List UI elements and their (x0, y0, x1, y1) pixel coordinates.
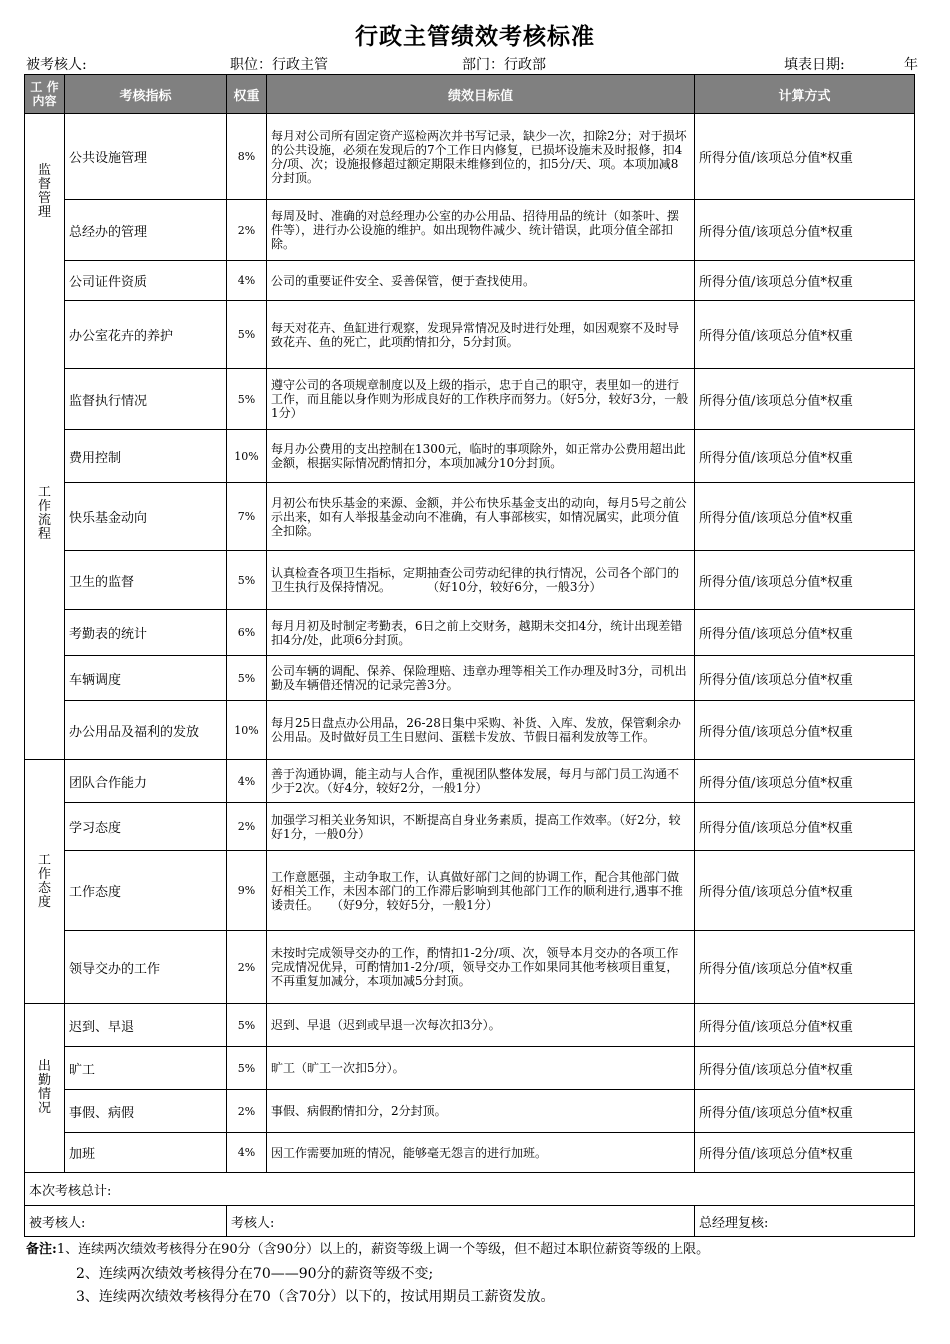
weight-cell: 5% (227, 369, 267, 430)
indicator-cell: 办公用品及福利的发放 (65, 701, 227, 760)
goal-cell: 迟到、早退（迟到或早退一次每次扣3分）。 (267, 1004, 695, 1047)
table-row (25, 200, 915, 261)
table-row (25, 760, 915, 803)
calc-cell: 所得分值/该项总分值*权重 (695, 656, 915, 701)
indicator-cell: 办公室花卉的养护 (65, 301, 227, 369)
weight-cell: 5% (227, 551, 267, 610)
category-supervise: 监 督 管 理 (37, 163, 51, 220)
weight-cell: 2% (227, 1090, 267, 1133)
category-column-1 (25, 114, 65, 760)
goal-cell: 公司车辆的调配、保养、保险理赔、违章办理等相关工作办理及时3分，司机出勤及车辆借还情况的记录完善3分。 (267, 656, 695, 701)
goal-cell: 每周及时、准确的对总经理办公室的办公用品、招待用品的统计（如茶叶、摆件等），进行办公设施的维护。如出现物件减少、统计错误，此项分值全部扣除。 (267, 200, 695, 261)
category-attendance-cell (25, 1004, 65, 1173)
indicator-cell: 学习态度 (65, 803, 227, 851)
note-1 (26, 1238, 709, 1257)
calc-cell: 所得分值/该项总分值*权重 (695, 551, 915, 610)
indicator-cell: 考勤表的统计 (65, 610, 227, 656)
weight-cell: 9% (227, 851, 267, 931)
table-row (25, 1090, 915, 1133)
examiner-signature: 考核人: (227, 1206, 695, 1237)
weight-cell: 10% (227, 430, 267, 483)
goal-cell: 事假、病假酌情扣分，2分封顶。 (267, 1090, 695, 1133)
weight-cell: 4% (227, 261, 267, 301)
table-row (25, 114, 915, 200)
calc-cell: 所得分值/该项总分值*权重 (695, 610, 915, 656)
header-indicator: 考核指标 (65, 75, 227, 114)
weight-cell: 5% (227, 1047, 267, 1090)
calc-cell: 所得分值/该项总分值*权重 (695, 1133, 915, 1173)
position-label: 职位：行政主管 (230, 57, 328, 73)
calc-cell: 所得分值/该项总分值*权重 (695, 114, 915, 200)
year-label: 年 (904, 57, 918, 73)
category-attendance: 出 勤 情 况 (37, 1059, 51, 1116)
table-row (25, 931, 915, 1004)
goal-cell: 加强学习相关业务知识，不断提高自身业务素质，提高工作效率。（好2分，较好1分，一般0分） (267, 803, 695, 851)
weight-cell: 10% (227, 701, 267, 760)
goal-cell: 月初公布快乐基金的来源、金额，并公布快乐基金支出的动向，每月5号之前公示出来，如有人举报基金动向不准确，有人事部核实，如情况属实，此项分值全扣除。 (267, 483, 695, 551)
table-row (25, 369, 915, 430)
header-row (25, 75, 915, 114)
calc-cell: 所得分值/该项总分值*权重 (695, 200, 915, 261)
note-1-text: 1、连续两次绩效考核得分在90分（含90分）以上的，薪资等级上调一个等级，但不超过本职位薪资等级的上限。 (56, 1242, 710, 1257)
weight-cell: 5% (227, 1004, 267, 1047)
calc-cell: 所得分值/该项总分值*权重 (695, 430, 915, 483)
calc-cell: 所得分值/该项总分值*权重 (695, 301, 915, 369)
table-row (25, 261, 915, 301)
note-2: 2、连续两次绩效考核得分在70——90分的薪资等级不变; (76, 1266, 434, 1282)
calc-cell: 所得分值/该项总分值*权重 (695, 931, 915, 1004)
header-weight: 权重 (227, 75, 267, 114)
table-row (25, 1133, 915, 1173)
indicator-cell: 公司证件资质 (65, 261, 227, 301)
note-3: 3、连续两次绩效考核得分在70（含70分）以下的，按试用期员工薪资发放。 (76, 1289, 555, 1305)
indicator-cell: 监督执行情况 (65, 369, 227, 430)
table-row (25, 701, 915, 760)
header-calc: 计算方式 (695, 75, 915, 114)
total-row (25, 1173, 915, 1206)
indicator-cell: 卫生的监督 (65, 551, 227, 610)
goal-cell: 公司的重要证件安全、妥善保管，便于查找使用。 (267, 261, 695, 301)
indicator-cell: 团队合作能力 (65, 760, 227, 803)
total-label: 本次考核总计: (25, 1173, 915, 1206)
indicator-cell: 费用控制 (65, 430, 227, 483)
goal-cell: 未按时完成领导交办的工作，酌情扣1-2分/项、次，领导本月交办的各项工作完成情况优异，可酌情加1-2分/项，领导交办工作如果同其他考核项目重复，不再重复加减分，本项加减5分封顶。 (267, 931, 695, 1004)
page-title: 行政主管绩效考核标准 (355, 24, 595, 50)
indicator-cell: 事假、病假 (65, 1090, 227, 1133)
indicator-cell: 领导交办的工作 (65, 931, 227, 1004)
weight-cell: 8% (227, 114, 267, 200)
examinee-label: 被考核人: (26, 57, 87, 73)
weight-cell: 4% (227, 760, 267, 803)
category-attitude-cell (25, 760, 65, 1004)
calc-cell: 所得分值/该项总分值*权重 (695, 851, 915, 931)
category-workflow: 工 作 流 程 (37, 485, 51, 542)
goal-cell: 工作意愿强，主动争取工作，认真做好部门之间的协调工作，配合其他部门做好相关工作，未因本部门的工作滞后影响到其他部门工作的顺利进行,遇事不推诿责任。 （好9分，较好5分，一般1分） (267, 851, 695, 931)
calc-cell: 所得分值/该项总分值*权重 (695, 1090, 915, 1133)
gm-review-signature: 总经理复核: (695, 1206, 915, 1237)
weight-cell: 5% (227, 656, 267, 701)
table-row (25, 610, 915, 656)
calc-cell: 所得分值/该项总分值*权重 (695, 760, 915, 803)
category-attitude: 工 作 态 度 (37, 852, 51, 910)
table-row (25, 301, 915, 369)
calc-cell: 所得分值/该项总分值*权重 (695, 261, 915, 301)
header-goal: 绩效目标值 (267, 75, 695, 114)
table-row (25, 1004, 915, 1047)
table-row (25, 551, 915, 610)
table-row (25, 430, 915, 483)
goal-cell: 因工作需要加班的情况，能够毫无怨言的进行加班。 (267, 1133, 695, 1173)
indicator-cell: 旷工 (65, 1047, 227, 1090)
calc-cell: 所得分值/该项总分值*权重 (695, 1047, 915, 1090)
calc-cell: 所得分值/该项总分值*权重 (695, 1004, 915, 1047)
indicator-cell: 快乐基金动向 (65, 483, 227, 551)
goal-cell: 每天对花卉、鱼缸进行观察，发现异常情况及时进行处理，如因观察不及时导致花卉、鱼的死亡，此项酌情扣分，5分封顶。 (267, 301, 695, 369)
goal-cell: 善于沟通协调，能主动与人合作，重视团队整体发展，每月与部门员工沟通不少于2次。（好4分，较好2分，一般1分） (267, 760, 695, 803)
indicator-cell: 工作态度 (65, 851, 227, 931)
department-label: 部门：行政部 (462, 57, 546, 73)
goal-cell: 认真检查各项卫生指标，定期抽查公司劳动纪律的执行情况，公司各个部门的卫生执行及保持情况。 （好10分，较好6分，一般3分） (267, 551, 695, 610)
weight-cell: 7% (227, 483, 267, 551)
goal-cell: 每月25日盘点办公用品，26-28日集中采购、补货、入库、发放，保管剩余办公用品。及时做好员工生日慰问、蛋糕卡发放、节假日福利发放等工作。 (267, 701, 695, 760)
signature-row (25, 1206, 915, 1237)
table-row (25, 803, 915, 851)
goal-cell: 遵守公司的各项规章制度以及上级的指示，忠于自己的职守，表里如一的进行工作，而且能以身作则为形成良好的工作秩序而努力。（好5分，较好3分，一般1分） (267, 369, 695, 430)
calc-cell: 所得分值/该项总分值*权重 (695, 483, 915, 551)
goal-cell: 旷工（旷工一次扣5分）。 (267, 1047, 695, 1090)
indicator-cell: 加班 (65, 1133, 227, 1173)
weight-cell: 2% (227, 803, 267, 851)
header-content (25, 75, 65, 114)
calc-cell: 所得分值/该项总分值*权重 (695, 701, 915, 760)
weight-cell: 6% (227, 610, 267, 656)
indicator-cell: 迟到、早退 (65, 1004, 227, 1047)
notes-label: 备注: (26, 1242, 57, 1257)
goal-cell: 每月对公司所有固定资产巡检两次并书写记录，缺少一次，扣除2分；对于损坏的公共设施，必须在发现后的7个工作日内修复，已损坏设施未及时报修，扣4分/项、次；设施报修超过额定期限未维修到位的，扣5分/天、项。本项加减8分封顶。 (267, 114, 695, 200)
calc-cell: 所得分值/该项总分值*权重 (695, 369, 915, 430)
weight-cell: 2% (227, 931, 267, 1004)
goal-cell: 每月办公费用的支出控制在1300元，临时的事项除外，如正常办公费用超出此金额，根据实际情况酌情扣分，本项加减分10分封顶。 (267, 430, 695, 483)
weight-cell: 2% (227, 200, 267, 261)
calc-cell: 所得分值/该项总分值*权重 (695, 803, 915, 851)
table-row (25, 656, 915, 701)
indicator-cell: 总经办的管理 (65, 200, 227, 261)
table-row (25, 483, 915, 551)
indicator-cell: 车辆调度 (65, 656, 227, 701)
weight-cell: 5% (227, 301, 267, 369)
header-content-text: 工 作 内容 (30, 80, 59, 108)
assessment-table (24, 74, 915, 1237)
table-row (25, 851, 915, 931)
indicator-cell: 公共设施管理 (65, 114, 227, 200)
table-row (25, 1047, 915, 1090)
weight-cell: 4% (227, 1133, 267, 1173)
fill-date-label: 填表日期: (784, 57, 845, 73)
examinee-signature: 被考核人: (25, 1206, 227, 1237)
goal-cell: 每月月初及时制定考勤表，6日之前上交财务，越期未交扣4分，统计出现差错扣4分/处，此项6分封顶。 (267, 610, 695, 656)
